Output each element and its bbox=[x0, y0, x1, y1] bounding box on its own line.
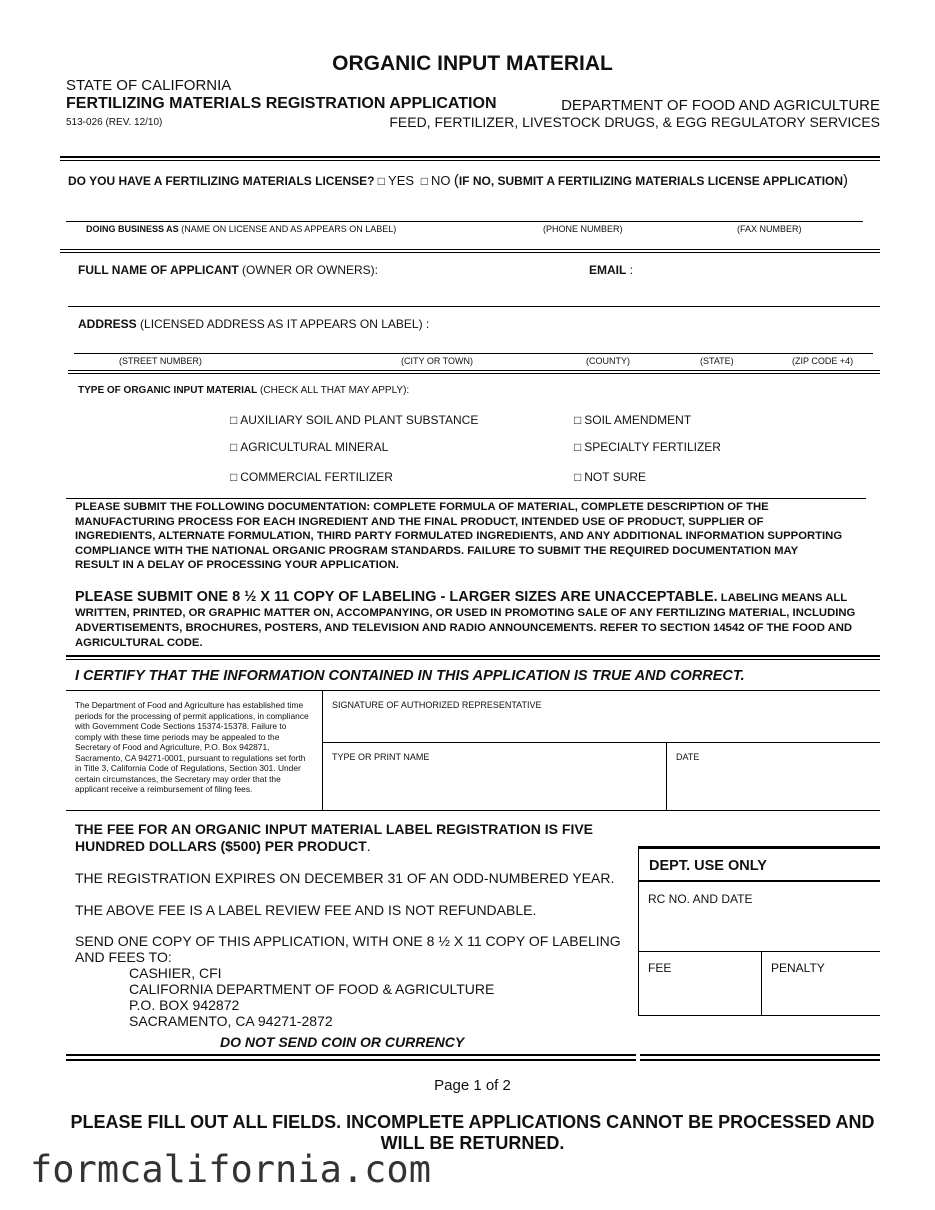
no-coin-warning: DO NOT SEND COIN OR CURRENCY bbox=[220, 1034, 465, 1050]
bottom-divider-2 bbox=[66, 1059, 880, 1061]
expiration-statement: THE REGISTRATION EXPIRES ON DECEMBER 31 OF AN ODD-NUMBERED YEAR. bbox=[75, 870, 615, 886]
state-label: STATE OF CALIFORNIA bbox=[66, 77, 232, 94]
option-auxiliary[interactable] bbox=[230, 413, 478, 427]
dept-fee-field: FEE bbox=[648, 961, 672, 975]
option-not-sure[interactable] bbox=[574, 470, 646, 484]
applicant-label-rest: (OWNER OR OWNERS): bbox=[242, 263, 379, 277]
option-specialty-fertilizer[interactable] bbox=[574, 440, 721, 454]
address-label-rest: (LICENSED ADDRESS AS IT APPEARS ON LABEL) : bbox=[140, 317, 430, 331]
material-type-label-rest: (CHECK ALL THAT MAY APPLY): bbox=[260, 385, 410, 396]
dba-label-bold: DOING BUSINESS AS bbox=[86, 224, 179, 234]
city-label: (CITY OR TOWN) bbox=[401, 356, 473, 366]
dba-line bbox=[66, 221, 863, 222]
header-divider bbox=[60, 156, 880, 158]
option-agricultural-mineral-label: AGRICULTURAL MINERAL bbox=[240, 440, 389, 454]
signature-field[interactable]: SIGNATURE OF AUTHORIZED REPRESENTATIVE bbox=[332, 700, 542, 710]
labeling-divider-2 bbox=[66, 659, 880, 660]
name-date-divider bbox=[666, 742, 667, 811]
form-title: ORGANIC INPUT MATERIAL bbox=[332, 52, 613, 75]
email-label-text: EMAIL bbox=[589, 263, 627, 277]
send-instructions: SEND ONE COPY OF THIS APPLICATION, WITH ONE 8 ½ X 11 COPY OF LABELING AND FEES TO: bbox=[75, 933, 621, 965]
print-name-field[interactable]: TYPE OR PRINT NAME bbox=[332, 752, 430, 762]
zip-label: (ZIP CODE +4) bbox=[792, 356, 854, 366]
option-soil-amendment-checkbox[interactable]: □ bbox=[574, 413, 582, 427]
street-label: (STREET NUMBER) bbox=[119, 356, 202, 366]
license-question: DO YOU HAVE A FERTILIZING MATERIALS LICENSE? bbox=[68, 174, 375, 188]
certify-vertical-divider bbox=[322, 690, 323, 811]
option-auxiliary-checkbox[interactable]: □ bbox=[230, 413, 238, 427]
watermark: formcalifornia.com bbox=[30, 1148, 431, 1191]
mailing-address-line-2: CALIFORNIA DEPARTMENT OF FOOD & AGRICULTURE bbox=[129, 981, 495, 997]
state-field-label: (STATE) bbox=[700, 356, 734, 366]
option-commercial-fertilizer[interactable] bbox=[230, 470, 393, 484]
option-soil-amendment[interactable] bbox=[574, 413, 691, 427]
documentation-text: PLEASE SUBMIT THE FOLLOWING DOCUMENTATION: COMPLETE FORMULA OF MATERIAL, COMPLETE DESCRIPTION OF THE MANUFACTURING PROCESS FOR EACH INGREDIENT AND THE FINAL PRODUCT, INTENDED USE OF PRODUCT, SUPPLIER OF INGREDIENTS, ALTERNATE FORMULATION, THIRD PARTY FORMULATED INGREDIENTS, AND ANY ADDITIONAL INFORMATION SUPPORTING COMPLIANCE WITH THE NATIONAL ORGANIC PROGRAM STANDARDS. FAILURE TO SUBMIT THE REQUIRED DOCUMENTATION MAY RESULT IN A DELAY OF PROCESSING YOUR APPLICATION. bbox=[75, 501, 843, 571]
fax-label: (FAX NUMBER) bbox=[737, 224, 802, 234]
fee-statement-text: THE FEE FOR AN ORGANIC INPUT MATERIAL LABEL REGISTRATION IS FIVE HUNDRED DOLLARS ($500) PER PRODUCT bbox=[75, 821, 594, 854]
fee-penalty-divider bbox=[761, 951, 762, 1015]
dept-title-line bbox=[638, 880, 880, 882]
license-question-row: DO YOU HAVE A FERTILIZING MATERIALS LICENSE? □ YES □ NO (IF NO, SUBMIT A FERTILIZING MATERIALS LICENSE APPLICATION) bbox=[68, 172, 849, 189]
department-name: DEPARTMENT OF FOOD AND AGRICULTURE bbox=[561, 97, 880, 114]
labeling-divider bbox=[66, 655, 880, 657]
completion-warning: PLEASE FILL OUT ALL FIELDS. INCOMPLETE APPLICATIONS CANNOT BE PROCESSED AND WILL BE RETURNED. bbox=[70, 1112, 875, 1153]
services-name: FEED, FERTILIZER, LIVESTOCK DRUGS, & EGG REGULATORY SERVICES bbox=[389, 114, 880, 130]
labeling-block bbox=[75, 590, 865, 651]
bottom-divider bbox=[66, 1054, 880, 1056]
dba-divider bbox=[60, 249, 880, 250]
penalty-field: PENALTY bbox=[771, 961, 825, 975]
address-divider-2 bbox=[68, 373, 880, 374]
phone-label: (PHONE NUMBER) bbox=[543, 224, 623, 234]
address-label-bold: ADDRESS bbox=[78, 317, 137, 331]
license-note: IF NO, SUBMIT A FERTILIZING MATERIALS LICENSE APPLICATION bbox=[458, 174, 844, 188]
certify-bottom-line bbox=[66, 810, 880, 811]
option-specialty-fertilizer-label: SPECIALTY FERTILIZER bbox=[584, 440, 721, 454]
dept-use-title: DEPT. USE ONLY bbox=[649, 858, 767, 874]
date-field[interactable]: DATE bbox=[676, 752, 700, 762]
option-soil-amendment-label: SOIL AMENDMENT bbox=[584, 413, 692, 427]
dept-box-left bbox=[638, 846, 639, 1016]
address-divider bbox=[68, 370, 880, 371]
applicant-label-bold: FULL NAME OF APPLICANT bbox=[78, 263, 239, 277]
option-agricultural-mineral[interactable] bbox=[230, 440, 388, 454]
option-auxiliary-label: AUXILIARY SOIL AND PLANT SUBSTANCE bbox=[240, 413, 479, 427]
fee-statement-end: . bbox=[366, 838, 371, 854]
header-divider-2 bbox=[60, 160, 880, 161]
license-yes-checkbox[interactable]: □ bbox=[377, 174, 386, 188]
dept-box-top bbox=[638, 846, 880, 849]
county-label: (COUNTY) bbox=[586, 356, 630, 366]
license-no-checkbox[interactable]: □ bbox=[420, 174, 428, 188]
dba-divider-2 bbox=[60, 252, 880, 253]
applicant-line bbox=[68, 306, 880, 307]
material-divider bbox=[66, 498, 866, 499]
material-type-label-bold: TYPE OF ORGANIC INPUT MATERIAL bbox=[78, 385, 258, 396]
refund-statement: THE ABOVE FEE IS A LABEL REVIEW FEE AND IS NOT REFUNDABLE. bbox=[75, 902, 537, 918]
email-label bbox=[589, 263, 633, 277]
mailing-address-line-1: CASHIER, CFI bbox=[129, 965, 222, 981]
page-number: Page 1 of 2 bbox=[434, 1077, 511, 1094]
option-agricultural-mineral-checkbox[interactable]: □ bbox=[230, 440, 238, 454]
option-not-sure-checkbox[interactable]: □ bbox=[574, 470, 582, 484]
option-not-sure-label: NOT SURE bbox=[584, 470, 647, 484]
address-label bbox=[78, 317, 429, 331]
applicant-label bbox=[78, 263, 378, 277]
option-specialty-fertilizer-checkbox[interactable]: □ bbox=[574, 440, 582, 454]
dba-label bbox=[86, 224, 396, 234]
fee-statement bbox=[75, 821, 615, 855]
option-commercial-fertilizer-label: COMMERCIAL FERTILIZER bbox=[240, 470, 393, 484]
address-line bbox=[74, 353, 873, 354]
mailing-address-line-4: SACRAMENTO, CA 94271-2872 bbox=[129, 1013, 333, 1029]
mailing-address-line-3: P.O. BOX 942872 bbox=[129, 997, 240, 1013]
rc-line bbox=[638, 951, 880, 952]
certify-top-line bbox=[66, 690, 880, 691]
certify-notice: The Department of Food and Agriculture has established time periods for the processing of permit applications, in compliance with Government Code Sections 15374-15378. Failure to comply with these time periods may be appealed to the Secretary of Food and Agriculture, P.O. Box 942871, Sacramento, CA 94271-0001, pursuant to regulations set forth in Title 3, California Code of Regulations, Section 301. Under certain circumstances, the Secretary may order that the applicant receive a reimbursement of filing fees. bbox=[75, 700, 309, 794]
email-colon: : bbox=[629, 263, 634, 277]
application-name: FERTILIZING MATERIALS REGISTRATION APPLICATION bbox=[66, 95, 497, 112]
certify-statement: I CERTIFY THAT THE INFORMATION CONTAINED IN THIS APPLICATION IS TRUE AND CORRECT. bbox=[75, 668, 745, 684]
dba-label-rest: (NAME ON LICENSE AND AS APPEARS ON LABEL) bbox=[181, 224, 397, 234]
form-number: 513-026 (REV. 12/10) bbox=[66, 117, 163, 128]
labeling-text: LABELING MEANS ALL WRITTEN, PRINTED, OR GRAPHIC MATTER ON, ACCOMPANYING, OR USED IN PROMOTING SALE OF ANY FERTILIZING MATERIAL, INCLUDING ADVERTISEMENTS, BROCHURES, POSTERS, AND TELEVISION AND RADIO ANNOUNCEMENTS. REFER TO SECTION 14542 OF THE FOOD AND AGRICULTURAL CODE. bbox=[75, 592, 856, 649]
license-yes-label: YES bbox=[388, 173, 415, 188]
signature-line bbox=[322, 742, 880, 743]
license-no-label: NO bbox=[430, 173, 451, 188]
dept-box-bottom bbox=[638, 1015, 880, 1016]
option-commercial-fertilizer-checkbox[interactable]: □ bbox=[230, 470, 238, 484]
mailing-address bbox=[129, 965, 494, 1029]
bottom-divider-gap bbox=[636, 1052, 640, 1063]
labeling-heading: PLEASE SUBMIT ONE 8 ½ X 11 COPY OF LABELING - LARGER SIZES ARE UNACCEPTABLE. bbox=[75, 589, 718, 605]
material-type-label bbox=[78, 385, 409, 396]
rc-field: RC NO. AND DATE bbox=[648, 892, 753, 906]
